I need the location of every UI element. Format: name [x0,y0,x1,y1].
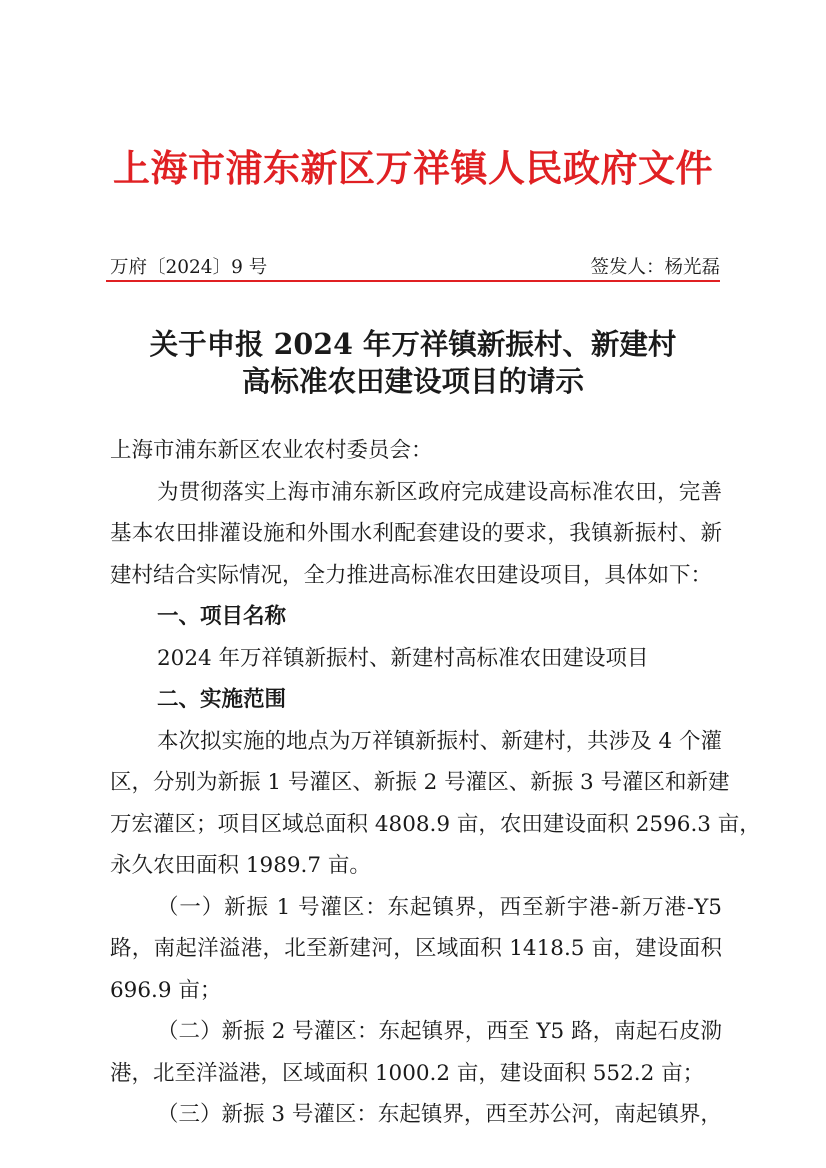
addressee: 上海市浦东新区农业农村委员会： [110,438,433,463]
section-2-line-4: 永久农田面积 1989.7 亩。 [110,853,371,878]
section-2-line-2: 区，分别为新振 1 号灌区、新振 2 号灌区、新振 3 号灌区和新建 [110,770,730,795]
item-2-line-1: （二）新振 2 号灌区：东起镇界，西至 Y5 路，南起石皮泐 [157,1019,722,1044]
section-1-heading: 一、项目名称 [157,604,287,629]
document-subject [0,326,826,400]
item-2-line-2: 港，北至洋溢港，区域面积 1000.2 亩，建设面积 552.2 亩； [110,1060,705,1086]
item-1-line-2: 路，南起洋溢港，北至新建河，区域面积 1418.5 亩，建设面积 [110,936,722,961]
document-header-title: 上海市浦东新区万祥镇人民政府文件 [113,146,713,190]
intro-line-1: 为贯彻落实上海市浦东新区政府完成建设高标准农田，完善 [157,479,722,505]
item-1-line-1: （一）新振 1 号灌区：东起镇界，西至新宇港-新万港-Y5 [157,894,722,920]
intro-line-2: 基本农田排灌设施和外围水利配套建设的要求，我镇新振村、新 [110,521,722,546]
document-body [110,430,761,1136]
subject-line-2: 高标准农田建设项目的请示 [241,364,584,398]
document-signer: 签发人：杨光磊 [590,257,720,278]
item-1-line-3: 696.9 亩； [110,977,222,1003]
intro-line-3: 建村结合实际情况，全力推进高标准农田建设项目，具体如下： [110,562,713,588]
document-info-line [110,254,720,282]
section-2-line-3: 万宏灌区；项目区域总面积 4808.9 亩，农田建设面积 2596.3 亩， [110,811,761,837]
section-2-line-1: 本次拟实施的地点为万祥镇新振村、新建村，共涉及 4 个灌 [157,728,722,754]
document-number: 万府〔2024〕9 号 [110,257,268,278]
red-divider-line [106,280,720,282]
item-3-line-1: （三）新振 3 号灌区：东起镇界，西至苏公河，南起镇界， [157,1102,722,1127]
section-2-heading: 二、实施范围 [157,687,287,712]
subject-line-1: 关于申报 2024 年万祥镇新振村、新建村 [149,327,677,361]
section-1-text: 2024 年万祥镇新振村、新建村高标准农田建设项目 [157,645,649,671]
